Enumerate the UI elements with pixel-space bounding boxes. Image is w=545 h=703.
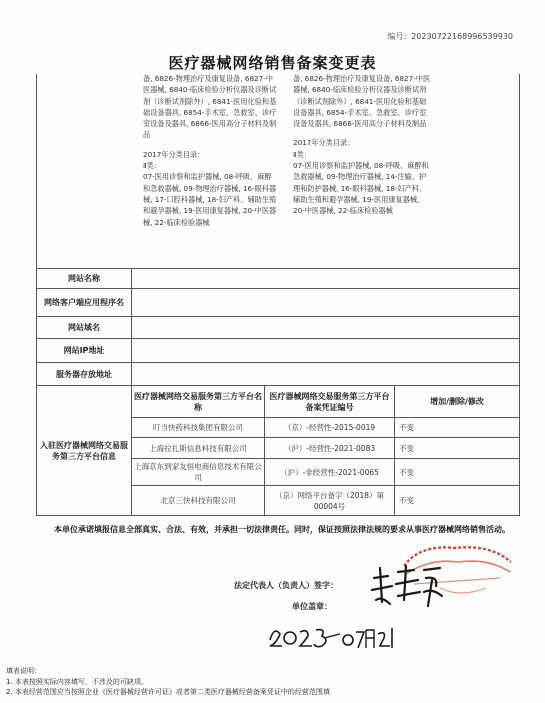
platform-cert: （京）网络平台备字（2018）第00004号 — [274, 490, 385, 511]
form-title: 医疗器械网络销售备案变更表 — [168, 54, 377, 72]
label-server-location: 服务器存放地址 — [56, 369, 112, 379]
label-column-divider — [131, 268, 132, 516]
platform-change: 不变 — [399, 496, 414, 505]
header-platform-name: 医疗器械网络交易服务第三方平台名称 — [134, 391, 262, 412]
table-border-left — [36, 74, 37, 516]
row-line — [36, 515, 520, 516]
scope-after — [293, 73, 433, 217]
legal-rep-signature-label: 法定代表人（负责人）签字： — [234, 581, 338, 590]
scope-after-2017-header: 2017年分类目录： — [293, 138, 355, 148]
scope-after-2017-items: 07-医用诊察和监护器械, 08-呼吸、麻醉和急救器械, 09-物理治疗器械, 14-注输、护理和防护器械, 16-眼科器械, 18-妇产科、辅助生殖和避孕器械, 19-医用康复器械, 20-中医器械, 22-临床检验器械 — [293, 161, 429, 216]
platform-cert: （沪）-非经营性-2021-0065 — [280, 467, 379, 477]
label-website-ip: 网站IP地址 — [63, 346, 105, 355]
company-seal-label: 单位盖章： — [292, 602, 332, 611]
platform-cert-divider — [394, 385, 395, 516]
platform-change: 不变 — [399, 467, 414, 477]
label-client-app-name: 网络客户端应用程序名 — [44, 298, 124, 307]
scope-before-2017-items: 07-医用诊察和监护器械, 08-呼吸、麻醉和急救器械, 09-物理治疗器械, 16-眼科器械, 17-口腔科器械, 18-妇产科、辅助生殖和避孕器械, 19-医用康复器械, 20-中医器械, 22-临床检验器械 — [143, 172, 277, 227]
commitment-statement: 本单位承诺填报信息全部真实、合法、有效，并承担一切法律责任。同时，保证按照法律法规的要求从事医疗器械网络销售活动。 — [54, 525, 510, 534]
label-platform-section: 入驻医疗器械网络交易服务第三方平台信息 — [40, 440, 128, 461]
serial-number: 编号：20230722168996539930 — [387, 32, 513, 41]
note-2: 2. 本表经营范围应当按照企业《医疗器械经营许可证》或者第二类医疗器械经营备案凭证中的经营范围填 — [6, 688, 330, 696]
label-website-name: 网站名称 — [68, 274, 100, 283]
platform-name-divider — [264, 385, 265, 516]
platform-change: 不变 — [399, 423, 414, 432]
platform-name: 上海京东到家友恒电商信息技术有限公司 — [134, 462, 262, 482]
form-notes — [6, 666, 330, 698]
platform-cert: （沪）-经营性-2021-0083 — [283, 443, 376, 453]
label-website-domain: 网站域名 — [68, 323, 100, 332]
scope-before-2017-header: 2017年分类目录： — [143, 149, 205, 159]
business-scope-section — [143, 73, 531, 268]
handwritten-date — [268, 620, 398, 650]
notes-header: 填表说明： — [6, 667, 41, 675]
platform-name: 上海拉扎斯信息科技有限公司 — [149, 443, 247, 453]
platform-cert: （京）-经营性-2015-0019 — [283, 423, 376, 432]
platform-change: 不变 — [399, 443, 414, 453]
scope-after-class2: Ⅱ类： — [293, 149, 311, 159]
platform-name: 北京三快科技有限公司 — [160, 496, 236, 505]
scope-before-class2: Ⅱ类： — [143, 161, 161, 171]
scope-before-old-tail: 备, 6826-物理治疗及康复设备, 6827-中医器械, 6840-临床检验分析仪器及诊断试剂（诊断试剂除外）, 6841-医用化验和基础设备器具, 6854-手术室、急救室、诊疗室设备及器具, 6866-医用高分子材料及制品 — [143, 74, 277, 140]
note-1: 1. 本表按照实际内容填写，不涉及的可缺项。 — [6, 677, 148, 686]
scope-before — [143, 73, 278, 228]
platform-name: 叮当快药科技集团有限公司 — [153, 423, 243, 432]
header-change-type: 增加/删除/修改 — [430, 397, 484, 406]
handwritten-signature — [368, 562, 448, 612]
scope-after-old-tail: 备, 6826-物理治疗及康复设备, 6827-中医器械, 6840-临床检验分析仪器及诊断试剂（诊断试剂除外）, 6841-医用化验和基础设备器具, 6854-手术室、急救室、诊疗室设备及器具, 6866-医用高分子材料及制品 — [293, 74, 431, 129]
header-platform-cert: 医疗器械网络交易服务第三方平台备案凭证编号 — [269, 391, 390, 412]
